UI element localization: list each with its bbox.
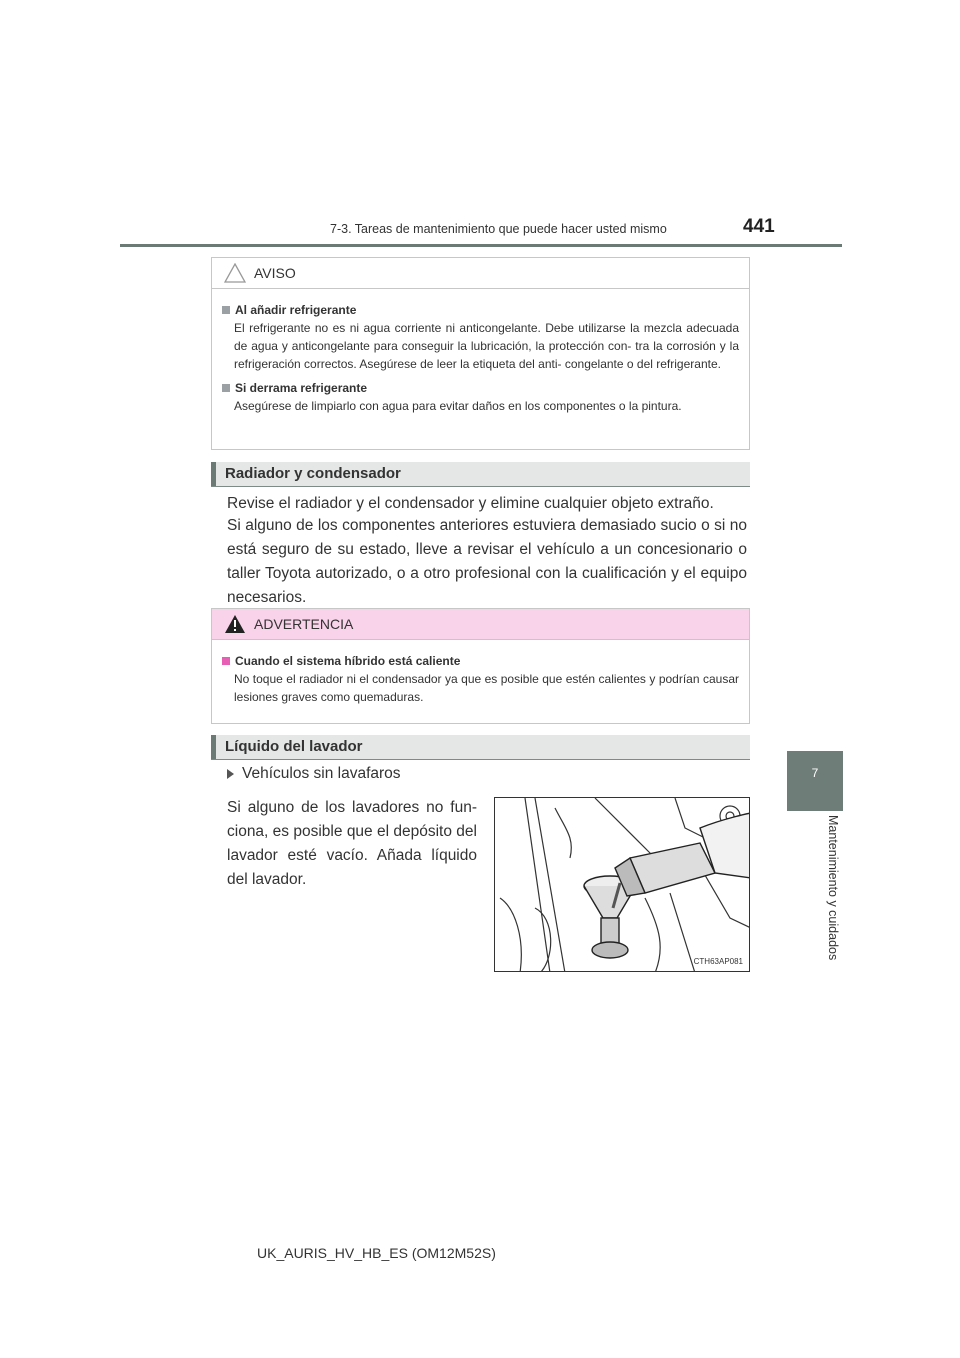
engine-bay-drawing: [495, 798, 750, 972]
advertencia-body: [212, 640, 749, 720]
bullet-square-icon: [222, 384, 230, 392]
chapter-number: 7: [811, 766, 819, 780]
section-title: Líquido del lavador: [225, 738, 363, 755]
aviso-header: [212, 258, 749, 289]
aviso-item-text: El refrigerante no es ni agua corriente ni anticongelante. Debe utilizarse la mezcla adecuada de agua y anticongelante para conseguir la lubricación, la protección con- tra la corrosión y la refrigeración correctos. Asegúrese de leer la etiqueta del anti- congelante o del refrigerante.: [234, 321, 739, 371]
warning-triangle-icon: [224, 614, 246, 634]
aviso-box: [211, 257, 750, 450]
lavador-paragraph: Si alguno de los lavadores no fun- ciona, es posible que el depósito del lavador esté vacío. Añada líquido del lavador.: [227, 799, 477, 888]
aviso-item-title: Al añadir refrigerante: [222, 301, 739, 319]
aviso-body: [212, 289, 749, 429]
advertencia-heading: ADVERTENCIA: [254, 616, 354, 632]
caution-triangle-icon: [224, 263, 246, 283]
running-header-title: 7-3. Tareas de mantenimiento que puede hacer usted mismo: [330, 222, 667, 236]
advertencia-box: [211, 608, 750, 724]
aviso-item-text: Asegúrese de limpiarlo con agua para evitar daños en los componentes o la pintura.: [234, 399, 682, 413]
figure-code: CTH63AP081: [693, 957, 743, 966]
chapter-title: Mantenimiento y cuidados: [826, 815, 840, 961]
advertencia-item-title: Cuando el sistema híbrido está caliente: [222, 652, 739, 670]
section-header-radiador: [211, 462, 750, 487]
washer-fluid-illustration: [494, 797, 750, 972]
page-number: 441: [743, 216, 775, 237]
bullet-square-icon: [222, 306, 230, 314]
aviso-heading: AVISO: [254, 265, 296, 281]
header-rule: [120, 244, 842, 247]
advertencia-item-text: No toque el radiador ni el condensador ya que es posible que estén calientes y podrían causar lesiones graves como quemaduras.: [234, 672, 739, 704]
footer-model-code: UK_AURIS_HV_HB_ES (OM12M52S): [257, 1245, 496, 1261]
advertencia-header: [212, 609, 749, 640]
bullet-square-icon: [222, 657, 230, 665]
chapter-tab: [787, 751, 843, 811]
radiador-paragraph-2: Si alguno de los componentes anteriores estuviera demasiado sucio o si no está seguro de su estado, lleve a revisar el vehículo a un concesionario o taller Toyota autorizado, o a otro profesional con la cualificación y el equipo necesarios.: [227, 517, 747, 606]
aviso-item-title: Si derrama refrigerante: [222, 379, 739, 397]
section-title: Radiador y condensador: [225, 465, 401, 482]
section-header-lavador: [211, 735, 750, 760]
lavador-bullet: Vehículos sin lavafaros: [227, 765, 401, 783]
triangle-bullet-icon: [227, 769, 234, 779]
radiador-paragraph-1: Revise el radiador y el condensador y elimine cualquier objeto extraño.: [227, 495, 714, 512]
